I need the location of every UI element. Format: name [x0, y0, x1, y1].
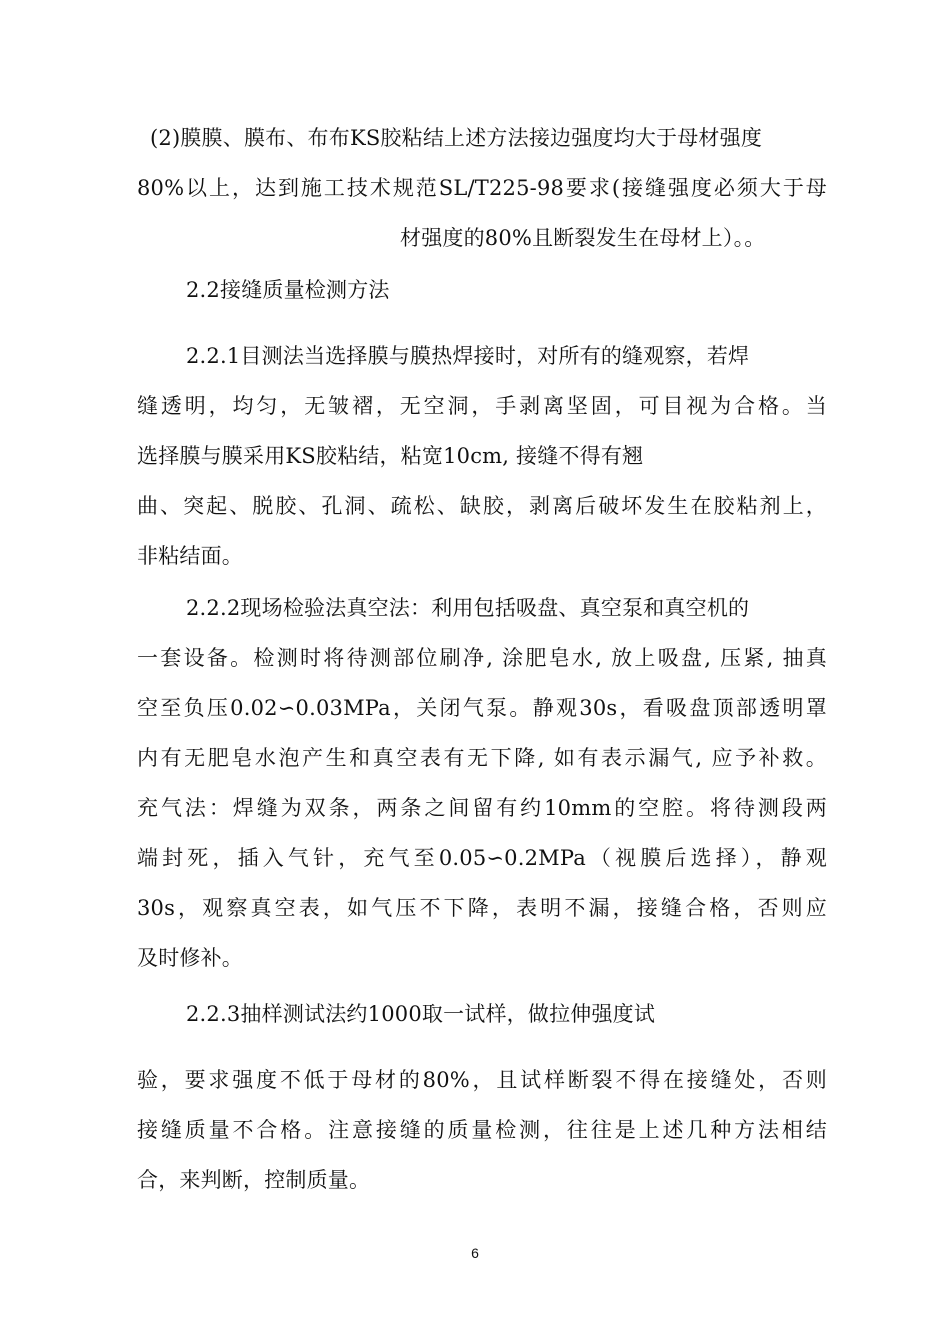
- text-line-11: 一套设备。检测时将待测部位刷净, 涂肥皂水, 放上吸盘, 压紧, 抽真: [137, 646, 827, 670]
- text-line-7: 选择膜与膜采用KS胶粘结，粘宽10cm, 接缝不得有翘: [137, 444, 644, 468]
- page-number: 6: [471, 1245, 479, 1261]
- text-line-9: 非粘结面。: [137, 544, 243, 568]
- text-line-21: 合，来判断，控制质量。: [137, 1168, 371, 1192]
- text-line-16: 30s，观察真空表，如气压不下降，表明不漏，接缝合格，否则应: [137, 896, 827, 920]
- text-line-6: 缝透明，均匀，无皱褶，无空洞，手剥离坚固，可目视为合格。当: [137, 394, 827, 418]
- text-line-12: 空至负压0.02∽0.03MPa，关闭气泵。静观30s，看吸盘顶部透明罩: [137, 696, 827, 720]
- text-line-3: 材强度的80%且断裂发生在母材上）。。: [400, 226, 766, 250]
- text-line-1: (2)膜膜、膜布、布布KS胶粘结上述方法接边强度均大于母材强度: [150, 126, 763, 150]
- text-line-13: 内有无肥皂水泡产生和真空表有无下降, 如有表示漏气, 应予补救。: [137, 746, 827, 770]
- text-line-19: 验，要求强度不低于母材的80%，且试样断裂不得在接缝处，否则: [137, 1068, 827, 1092]
- text-line-18: 2.2.3抽样测试法约1000取一试样，做拉伸强度试: [186, 1002, 656, 1026]
- text-line-15: 端封死，插入气针，充气至0.05∽0.2MPa（视膜后选择），静观: [137, 846, 827, 870]
- text-line-8: 曲、突起、脱胶、孔洞、疏松、缺胶，剥离后破坏发生在胶粘剂上，: [137, 494, 827, 518]
- text-line-10: 2.2.2现场检验法真空法：利用包括吸盘、真空泵和真空机的: [186, 596, 750, 620]
- text-line-17: 及时修补。: [137, 946, 243, 970]
- text-line-5: 2.2.1目测法当选择膜与膜热焊接时，对所有的缝观察，若焊: [186, 344, 750, 368]
- section-heading-2-2: 2.2接缝质量检测方法: [186, 278, 390, 302]
- text-line-20: 接缝质量不合格。注意接缝的质量检测，往往是上述几种方法相结: [137, 1118, 827, 1142]
- text-line-14: 充气法：焊缝为双条，两条之间留有约10mm的空腔。将待测段两: [137, 796, 827, 820]
- text-line-2: 80%以上，达到施工技术规范SL/T225-98要求(接缝强度必须大于母: [137, 176, 827, 200]
